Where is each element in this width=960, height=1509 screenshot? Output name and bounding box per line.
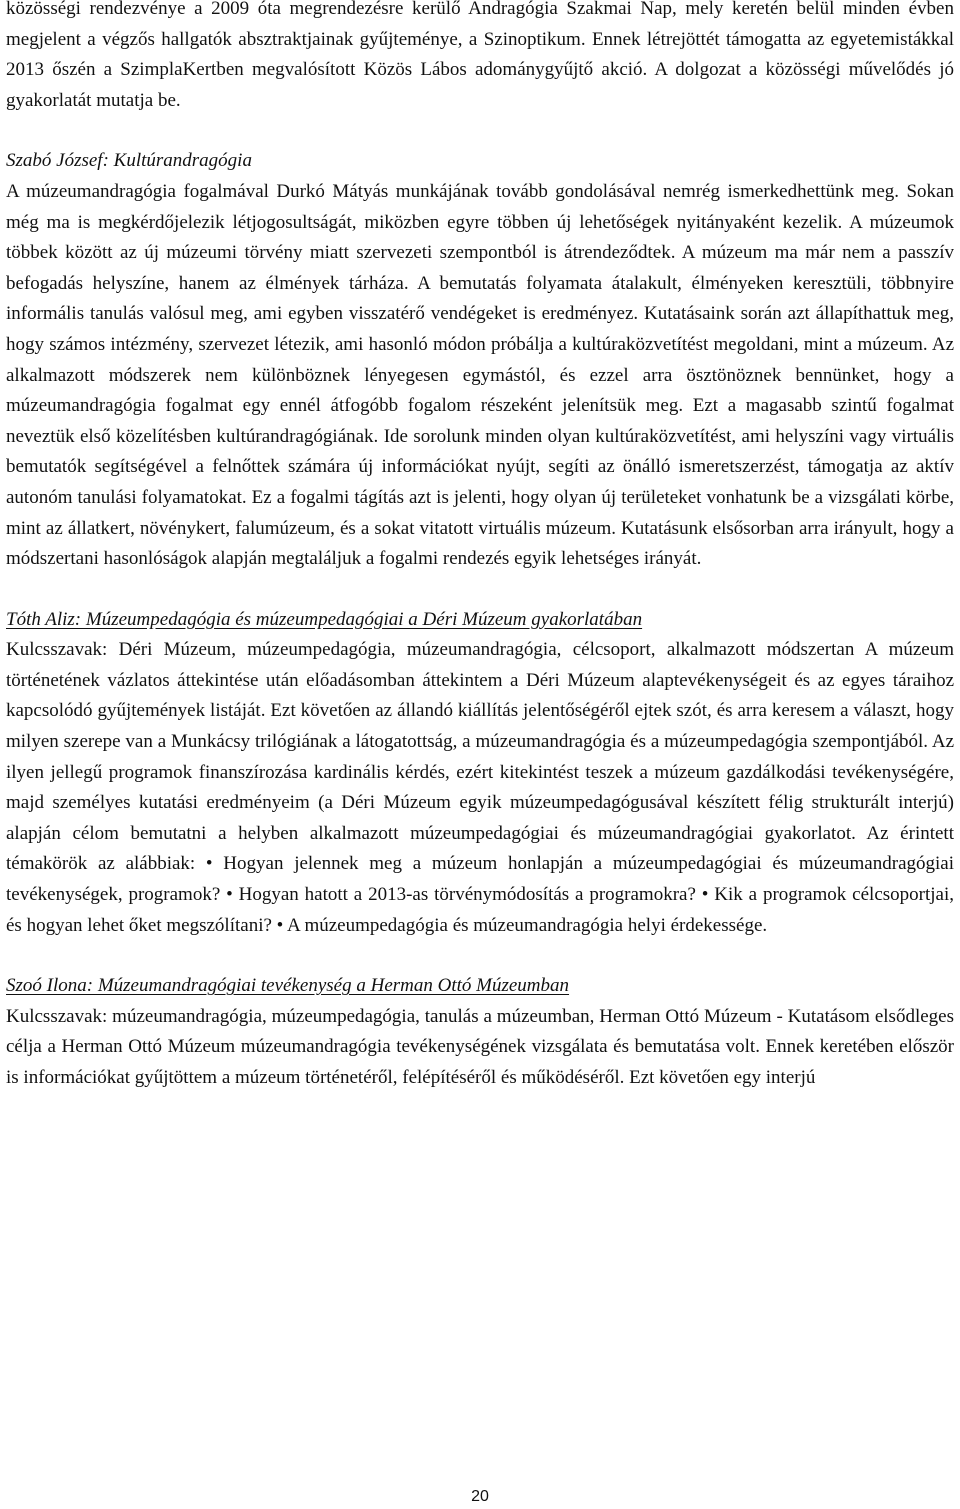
- section-spacer: [6, 575, 954, 605]
- section-szabo-jozsef: [6, 146, 954, 574]
- section-body: Kulcsszavak: Déri Múzeum, múzeumpedagógia, múzeumandragógia, célcsoport, alkalmazott módszertan A múzeum történetének vázlatos áttekintése után előadásomban áttekintem a Déri Múzeum alaptevékenységeit és az egyes táraihoz kapcsolódó gyűjtemények listáját. Ezt követően az állandó kiállítás jelentőségéről ejtek szót, és arra keresem a választ, hogy milyen szerepe van a Munkácsy trilógiának a látogatottság, a múzeumandragógia és a múzeumpedagógia szempontjából. Az ilyen jellegű programok finanszírozása kardinális kérdés, ezért kitekintést teszek a múzeum gazdálkodási tevékenységére, majd személyes kutatási eredményeim (a Déri Múzeum egyik múzeumpedagógusával készített félig strukturált interjú) alapján célom bemutatni a helyben alkalmazott múzeumpedagógiai és múzeumandragógiai gyakorlatot. Az érintett témakörök az alábbiak: • Hogyan jelennek meg a múzeum honlapján a múzeumpedagógiai és múzeumandragógiai tevékenységek, programok? • Hogyan hatott a 2013-as törvénymódosítás a programokra? • Kik a programok célcsoportjai, és hogyan lehet őket megszólítani? • A múzeumpedagógia és múzeumandragógia helyi érdekessége.: [6, 639, 954, 936]
- intro-paragraph: közösségi rendezvénye a 2009 óta megrendezésre kerülő Andragógia Szakmai Nap, mely keretén belül minden évben megjelent a végzős hallgatók absztraktjainak gyűjteménye, a Szinoptikum. Ennek létrejöttét támogatta az egyetemistákkal 2013 őszén a SzimplaKertben megvalósított Közös Lábos adománygyűjtő akció. A dolgozat a közösségi művelődés jó gyakorlatát mutatja be.: [6, 0, 954, 111]
- section-szoo-ilona: [6, 971, 954, 1093]
- section-body: A múzeumandragógia fogalmával Durkó Mátyás munkájának tovább gondolásával nemrég ismerkedhettünk meg. Sokan még ma is megkérdőjelezik létjogosultságát, miközben egyre többen új lehetőségek nyitányaként kezelik. A múzeumok többek között az új múzeumi törvény miatt szervezeti szempontból is átrendeződtek. A múzeum ma már nem a passzív befogadás helyszíne, hanem az élmények tárháza. A bemutatás folyamata átalakult, élményeken keresztüli, többnyire informális tanulás valósul meg, ami egyben visszatérő vendégeket is eredményez. Kutatásaink során azt állapíthattuk meg, hogy számos intézmény, szervezet létezik, ami hasonló módon próbálja a kultúraközvetítést megoldani, mint a múzeum. Az alkalmazott módszerek nem különböznek lényegesen egymástól, és ezzel arra ösztönöznek bennünket, hogy a múzeumandragógia fogalmat egy ennél átfogóbb fogalom részeként jelenítsük meg. Ezt a magasabb szintű fogalmat neveztük első közelítésben kultúrandragógiának. Ide sorolunk minden olyan kultúraközvetítést, ami helyszíni vagy virtuális bemutatók segítségével a felnőttek számára új információkat nyújt, segíti az önálló ismeretszerzést, támogatja az aktív autonóm tanulási folyamatokat. Ez a fogalmi tágítás azt is jelenti, hogy olyan új területeket vonhatunk be a vizsgálati körbe, mint az állatkert, növénykert, falumúzeum, és a sokat vitatott virtuális múzeum. Kutatásunk elsősorban arra irányult, hogy a módszertani hasonlóságok alapján megtaláljuk a fogalmi rendezés egyik lehetséges irányát.: [6, 180, 954, 570]
- section-toth-aliz: [6, 605, 954, 942]
- section-title: Szabó József: Kultúrandragógia: [6, 150, 252, 172]
- document-page: [6, 0, 954, 1094]
- section-title: Szoó Ilona: Múzeumandragógiai tevékenység a Herman Ottó Múzeumban: [6, 975, 570, 997]
- section-title: Tóth Aliz: Múzeumpedagógia és múzeumpedagógiai a Déri Múzeum gyakorlatában: [6, 608, 643, 630]
- page-number: 20: [471, 1488, 489, 1505]
- section-spacer: [6, 941, 954, 971]
- section-spacer: [6, 116, 954, 146]
- section-body: Kulcsszavak: múzeumandragógia, múzeumpedagógia, tanulás a múzeumban, Herman Ottó Múzeum - Kutatásom elsődleges célja a Herman Ottó Múzeum múzeumandragógia tevékenységének vizsgálata és bemutatása volt. Ennek keretében először is információkat gyűjtöttem a múzeum történetéről, felépítéséről és működéséről. Ezt követően egy interjú: [6, 1005, 954, 1088]
